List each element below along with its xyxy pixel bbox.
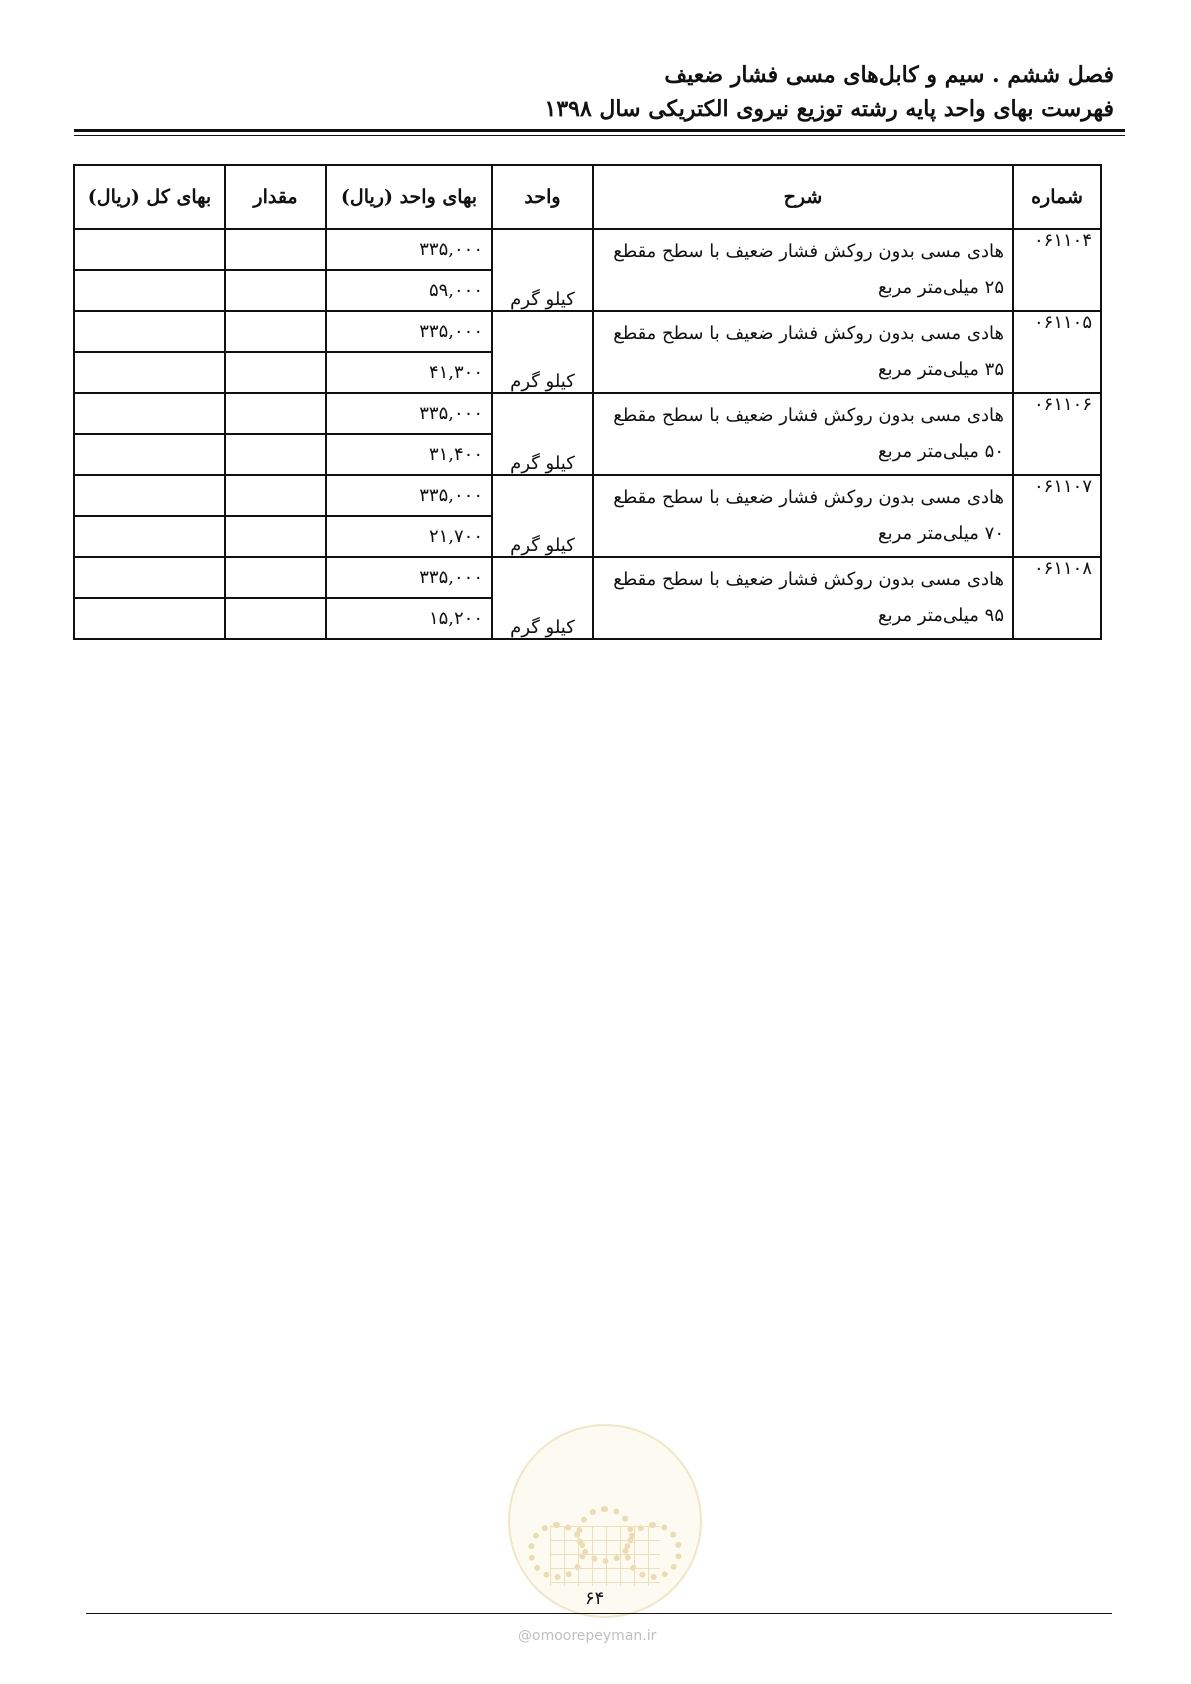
- header-total-price: بهای کل (ریال): [74, 165, 225, 229]
- description-line: هادی مسی بدون روکش فشار ضعیف با سطح مقطع: [613, 569, 1004, 590]
- item-unit: کیلو گرم: [492, 229, 593, 311]
- footer-rule: [86, 1613, 1112, 1614]
- item-code: ۰۶۱۱۰۶: [1013, 393, 1101, 475]
- quantity-cell: [225, 311, 326, 352]
- price-table: [73, 164, 1102, 640]
- total-price-cell: [74, 311, 225, 352]
- unit-price: ۱۵,۲۰۰: [326, 598, 492, 639]
- description-line: هادی مسی بدون روکش فشار ضعیف با سطح مقطع: [613, 323, 1004, 344]
- description-line: هادی مسی بدون روکش فشار ضعیف با سطح مقطع: [613, 241, 1004, 262]
- total-price-cell: [74, 393, 225, 434]
- item-description: [593, 229, 1013, 311]
- item-description: [593, 475, 1013, 557]
- item-code: ۰۶۱۱۰۴: [1013, 229, 1101, 311]
- header-rule-thick: [74, 129, 1125, 132]
- quantity-cell: [225, 598, 326, 639]
- description-line: ۹۵ میلی‌متر مربع: [878, 605, 1004, 626]
- omoorepeyman-logo-icon: [508, 1424, 702, 1618]
- watermark-grid: [550, 1526, 660, 1586]
- item-code: ۰۶۱۱۰۷: [1013, 475, 1101, 557]
- quantity-cell: [225, 475, 326, 516]
- item-unit: کیلو گرم: [492, 311, 593, 393]
- item-description: [593, 557, 1013, 639]
- total-price-cell: [74, 229, 225, 270]
- website-watermark: @omoorepeyman.ir: [518, 1628, 657, 1644]
- item-unit: کیلو گرم: [492, 557, 593, 639]
- header-number: شماره: [1013, 165, 1101, 229]
- item-unit: کیلو گرم: [492, 393, 593, 475]
- quantity-cell: [225, 270, 326, 311]
- page-header: [545, 58, 1115, 126]
- description-line: هادی مسی بدون روکش فشار ضعیف با سطح مقطع: [613, 405, 1004, 426]
- document-title: فهرست بهای واحد پایه رشته توزیع نیروی الکتریکی سال ۱۳۹۸: [544, 96, 1114, 122]
- unit-price: ۳۳۵,۰۰۰: [326, 557, 492, 598]
- table-row: [74, 311, 1101, 352]
- unit-price: ۳۳۵,۰۰۰: [326, 229, 492, 270]
- item-description: [593, 393, 1013, 475]
- description-line: ۳۵ میلی‌متر مربع: [878, 359, 1004, 380]
- unit-price: ۳۱,۴۰۰: [326, 434, 492, 475]
- item-code: ۰۶۱۱۰۸: [1013, 557, 1101, 639]
- quantity-cell: [225, 434, 326, 475]
- unit-price: ۴۱,۳۰۰: [326, 352, 492, 393]
- quantity-cell: [225, 352, 326, 393]
- table-row: [74, 475, 1101, 516]
- page-number: ۶۴: [585, 1588, 605, 1609]
- unit-price: ۳۳۵,۰۰۰: [326, 393, 492, 434]
- unit-price: ۲۱,۷۰۰: [326, 516, 492, 557]
- description-line: ۲۵ میلی‌متر مربع: [878, 277, 1004, 298]
- header-unit: واحد: [492, 165, 593, 229]
- table-row: [74, 229, 1101, 270]
- item-unit: کیلو گرم: [492, 475, 593, 557]
- quantity-cell: [225, 229, 326, 270]
- item-description: [593, 311, 1013, 393]
- header-rule-thin: [74, 135, 1125, 136]
- unit-price: ۳۳۵,۰۰۰: [326, 475, 492, 516]
- unit-price: ۳۳۵,۰۰۰: [326, 311, 492, 352]
- table-row: [74, 557, 1101, 598]
- header-description: شرح: [593, 165, 1013, 229]
- unit-price: ۵۹,۰۰۰: [326, 270, 492, 311]
- quantity-cell: [225, 393, 326, 434]
- item-code: ۰۶۱۱۰۵: [1013, 311, 1101, 393]
- quantity-cell: [225, 516, 326, 557]
- description-line: ۷۰ میلی‌متر مربع: [878, 523, 1004, 544]
- table-row: [74, 393, 1101, 434]
- total-price-cell: [74, 516, 225, 557]
- total-price-cell: [74, 475, 225, 516]
- total-price-cell: [74, 434, 225, 475]
- total-price-cell: [74, 270, 225, 311]
- header-unit-price: بهای واحد (ریال): [326, 165, 492, 229]
- chapter-title: فصل ششم . سیم و کابل‌های مسی فشار ضعیف: [664, 62, 1114, 88]
- header-quantity: مقدار: [225, 165, 326, 229]
- quantity-cell: [225, 557, 326, 598]
- description-line: ۵۰ میلی‌متر مربع: [878, 441, 1004, 462]
- total-price-cell: [74, 352, 225, 393]
- description-line: هادی مسی بدون روکش فشار ضعیف با سطح مقطع: [613, 487, 1004, 508]
- table-header-row: [74, 165, 1101, 229]
- total-price-cell: [74, 598, 225, 639]
- total-price-cell: [74, 557, 225, 598]
